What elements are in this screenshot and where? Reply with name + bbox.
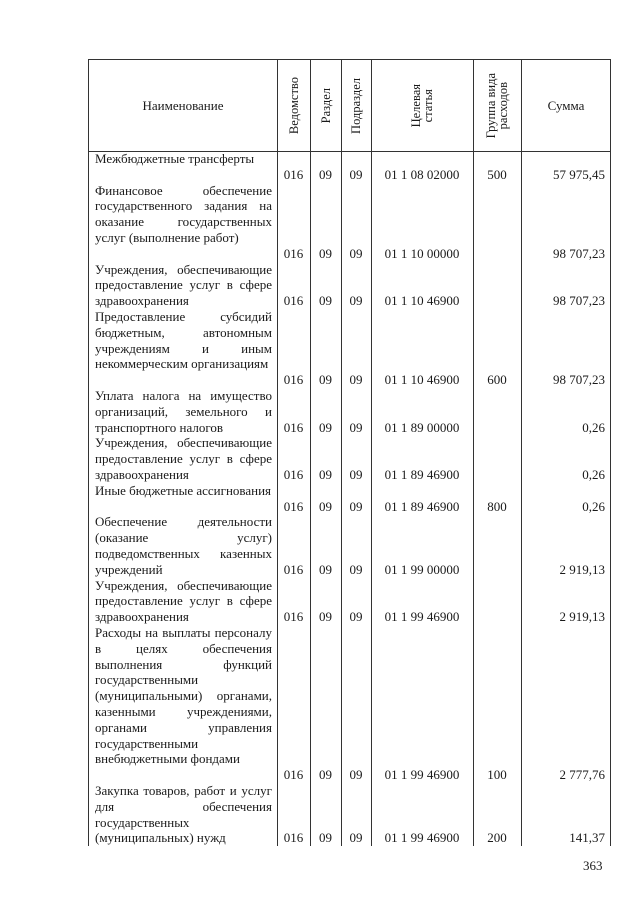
row-name: Расходы на выплаты персоналу в целях обеспечения выполнения функций государственными (муниципальными) органами, казенными учреждениями, органами управления государственными внебюджетными фондами — [95, 625, 272, 767]
header-expense-group-label: Группа вида расходов — [484, 72, 510, 139]
row-target-article: 01 1 89 46900 — [384, 466, 460, 482]
row-name: Учреждения, обеспечивающие предоставление услуг в сфере здравоохранения — [95, 261, 272, 309]
header-subsection-label: Подраздел — [349, 77, 363, 134]
row-department: 016 — [283, 419, 304, 435]
header-department — [277, 60, 310, 151]
row-department: 016 — [283, 466, 304, 482]
row-amount: 98 707,23 — [553, 293, 605, 309]
row-section: 09 — [319, 466, 332, 482]
row-subsection: 09 — [349, 561, 363, 577]
row-subsection: 09 — [349, 166, 363, 182]
row-subsection: 09 — [349, 767, 363, 783]
row-subsection: 09 — [349, 245, 363, 261]
row-target-article: 01 1 10 00000 — [384, 245, 460, 261]
row-amount: 98 707,23 — [553, 372, 605, 388]
row-name: Учреждения, обеспечивающие предоставление услуг в сфере здравоохранения — [95, 577, 272, 625]
row-name: Учреждения, обеспечивающие предоставление услуг в сфере здравоохранения — [95, 435, 272, 482]
row-amount: 57 975,45 — [553, 166, 605, 182]
row-section: 09 — [319, 166, 332, 182]
header-target-article — [371, 60, 473, 151]
row-name: Уплата налога на имущество организаций, земельного и транспортного налогов — [95, 388, 272, 435]
row-amount: 0,26 — [582, 466, 605, 482]
header-target-article-label: Целевая статья — [409, 83, 435, 128]
header-department-label: Ведомство — [286, 76, 301, 135]
row-expense-group: 800 — [487, 498, 507, 514]
row-amount: 0,26 — [582, 419, 605, 435]
row-subsection: 09 — [349, 830, 363, 846]
row-name: Обеспечение деятельности (оказание услуг) подведомственных казенных учреждений — [95, 514, 272, 577]
row-subsection: 09 — [349, 293, 363, 309]
row-target-article: 01 1 99 00000 — [384, 561, 460, 577]
row-amount: 98 707,23 — [553, 245, 605, 261]
row-target-article: 01 1 08 02000 — [384, 166, 460, 182]
row-subsection: 09 — [349, 419, 363, 435]
row-department: 016 — [283, 372, 304, 388]
row-subsection: 09 — [349, 498, 363, 514]
row-department: 016 — [283, 830, 304, 846]
row-section: 09 — [319, 767, 332, 783]
header-section-label: Раздел — [318, 87, 333, 124]
header-name — [89, 60, 277, 151]
row-target-article: 01 1 99 46900 — [384, 609, 460, 625]
row-subsection: 09 — [349, 466, 363, 482]
row-name: Закупка товаров, работ и услуг для обеспечения государственных (муниципальных) нужд — [95, 783, 272, 846]
row-section: 09 — [319, 561, 332, 577]
page-number: 363 — [583, 858, 603, 873]
row-amount: 141,37 — [569, 830, 605, 846]
row-expense-group: 200 — [487, 830, 507, 846]
row-section: 09 — [319, 609, 332, 625]
header-subsection — [341, 60, 371, 151]
row-section: 09 — [319, 498, 332, 514]
row-name: Межбюджетные трансферты — [95, 151, 255, 166]
header-amount — [521, 60, 611, 151]
row-section: 09 — [319, 419, 332, 435]
row-department: 016 — [283, 498, 304, 514]
header-section — [310, 60, 341, 151]
header-name-label: Наименование — [142, 97, 224, 113]
row-department: 016 — [283, 609, 304, 625]
row-section: 09 — [319, 372, 332, 388]
row-section: 09 — [319, 293, 332, 309]
row-expense-group: 500 — [487, 166, 507, 182]
row-department: 016 — [283, 166, 304, 182]
row-section: 09 — [319, 245, 332, 261]
row-department: 016 — [283, 561, 304, 577]
row-target-article: 01 1 10 46900 — [384, 372, 460, 388]
header-expense-group — [473, 60, 521, 151]
row-target-article: 01 1 99 46900 — [384, 830, 460, 846]
row-subsection: 09 — [349, 609, 363, 625]
row-target-article: 01 1 99 46900 — [384, 767, 460, 783]
row-amount: 2 919,13 — [559, 609, 605, 625]
row-amount: 2 777,76 — [559, 767, 605, 783]
row-amount: 0,26 — [582, 498, 605, 514]
row-target-article: 01 1 89 00000 — [384, 419, 460, 435]
row-expense-group: 600 — [487, 372, 507, 388]
header-amount-label: Сумма — [547, 97, 585, 113]
row-expense-group: 100 — [487, 767, 507, 783]
row-name: Иные бюджетные ассигнования — [95, 482, 272, 498]
row-name: Финансовое обеспечение государственного задания на оказание государственных услуг (выполнение работ) — [95, 182, 272, 245]
row-department: 016 — [283, 293, 304, 309]
row-subsection: 09 — [349, 372, 363, 388]
row-target-article: 01 1 10 46900 — [384, 293, 460, 309]
row-section: 09 — [319, 830, 332, 846]
row-target-article: 01 1 89 46900 — [384, 498, 460, 514]
budget-table — [88, 59, 611, 846]
row-department: 016 — [283, 767, 304, 783]
row-name: Предоставление субсидий бюджетным, автономным учреждениям и иным некоммерческим организациям — [95, 309, 272, 372]
row-department: 016 — [283, 245, 304, 261]
row-amount: 2 919,13 — [559, 561, 605, 577]
